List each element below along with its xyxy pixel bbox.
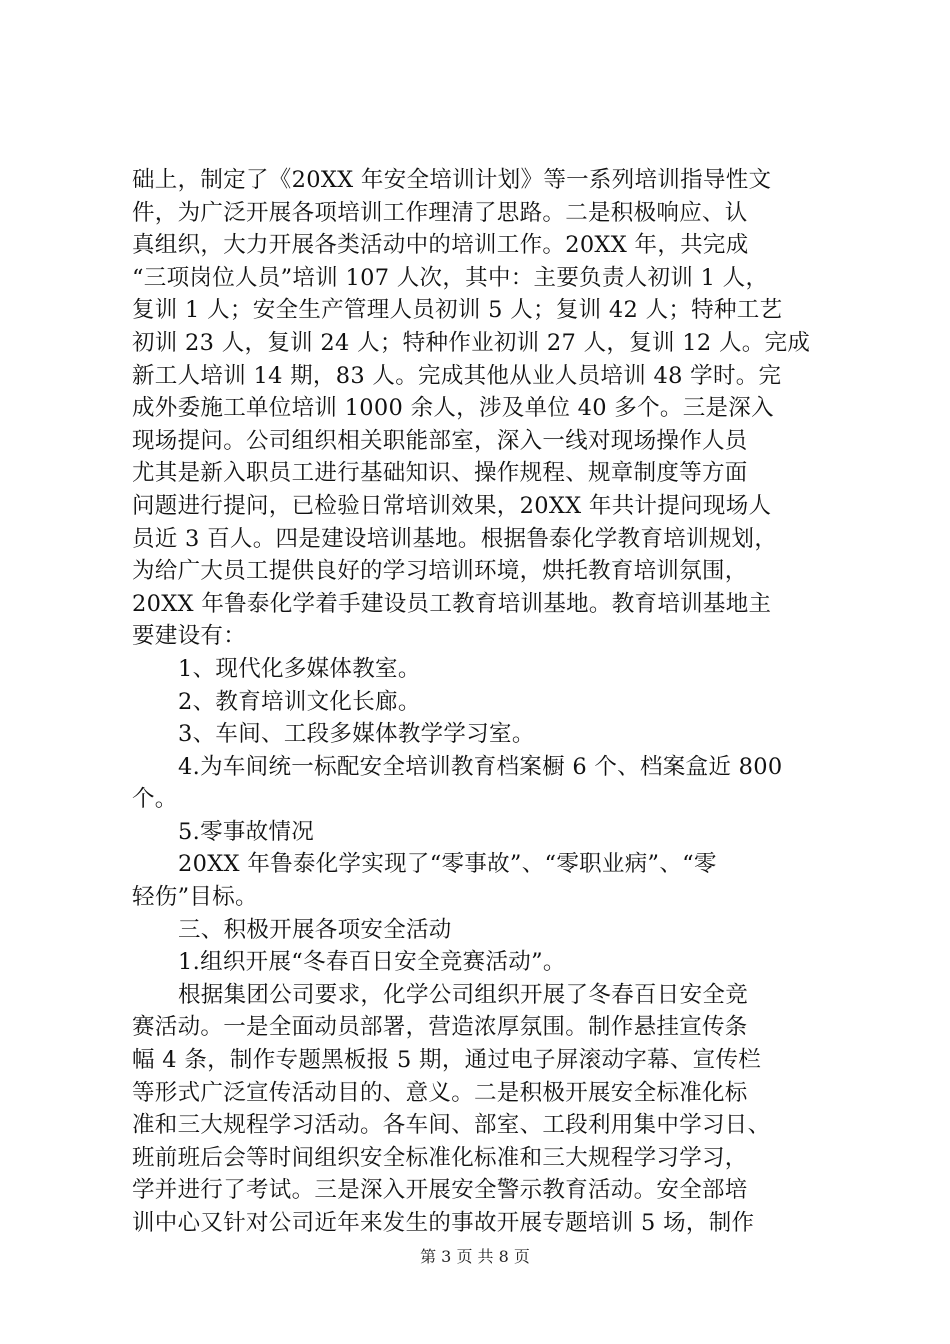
page-number-footer: 第 3 页 共 8 页 <box>420 1247 530 1266</box>
text-line: 训中心又针对公司近年来发生的事故开展专题培训 5 场，制作 <box>132 1210 755 1236</box>
text-line: 准和三大规程学习活动。各车间、部室、工段利用集中学习日、 <box>132 1112 771 1139</box>
text-line: 新工人培训 14 期，83 人。完成其他从业人员培训 48 学时。完 <box>132 362 782 389</box>
text-line: 班前班后会等时间组织安全标准化标准和三大规程学习学习， <box>132 1144 748 1171</box>
text-line: 复训 1 人；安全生产管理人员初训 5 人；复训 42 人；特种工艺 <box>132 297 783 324</box>
text-line: 员近 3 百人。四是建设培训基地。根据鲁泰化学教育培训规划， <box>132 525 778 552</box>
list-item: 4.为车间统一标配安全培训教育档案橱 6 个、档案盒近 800 <box>178 753 783 780</box>
text-line: 问题进行提问，已检验日常培训效果，20XX 年共计提问现场人 <box>132 492 772 519</box>
section-heading: 5.零事故情况 <box>178 818 315 845</box>
text-line: 个。 <box>132 786 178 813</box>
subsection-heading: 1.组织开展“冬春百日安全竞赛活动”。 <box>178 949 566 976</box>
text-line: 为给广大员工提供良好的学习培训环境，烘托教育培训氛围， <box>132 558 748 585</box>
text-line: 20XX 年鲁泰化学着手建设员工教育培训基地。教育培训基地主 <box>132 590 772 617</box>
text-line: 根据集团公司要求，化学公司组织开展了冬春百日安全竞 <box>178 981 749 1008</box>
list-item: 2、教育培训文化长廊。 <box>178 688 421 715</box>
text-line: 初训 23 人，复训 24 人；特种作业初训 27 人，复训 12 人。完成 <box>132 329 811 356</box>
section-heading: 三、积极开展各项安全活动 <box>178 916 452 943</box>
text-line: 件，为广泛开展各项培训工作理清了思路。二是积极响应、认 <box>132 199 748 226</box>
text-line: 学并进行了考试。三是深入开展安全警示教育活动。安全部培 <box>132 1177 748 1204</box>
text-line: 轻伤”目标。 <box>132 884 258 911</box>
text-line: 真组织，大力开展各类活动中的培训工作。20XX 年，共完成 <box>132 232 749 259</box>
list-item: 3、车间、工段多媒体教学学习室。 <box>178 721 535 748</box>
text-line: 尤其是新入职员工进行基础知识、操作规程、规章制度等方面 <box>132 460 748 487</box>
text-line: 赛活动。一是全面动员部署，营造浓厚氛围。制作悬挂宣传条 <box>132 1014 748 1041</box>
document-body <box>132 164 832 1240</box>
text-line: 础上，制定了《20XX 年安全培训计划》等一系列培训指导性文 <box>132 167 772 193</box>
text-line: 等形式广泛宣传活动目的、意义。二是积极开展安全标准化标 <box>132 1079 748 1106</box>
text-line: 成外委施工单位培训 1000 余人，涉及单位 40 多个。三是深入 <box>132 395 774 422</box>
text-line: 幅 4 条，制作专题黑板报 5 期，通过电子屏滚动字幕、宣传栏 <box>132 1047 762 1074</box>
list-item: 1、现代化多媒体教室。 <box>178 655 421 682</box>
text-line: 现场提问。公司组织相关职能部室，深入一线对现场操作人员 <box>132 427 748 454</box>
text-line: “三项岗位人员”培训 107 人次，其中：主要负责人初训 1 人， <box>132 264 769 291</box>
text-line: 20XX 年鲁泰化学实现了“零事故”、“零职业病”、“零 <box>178 851 717 878</box>
text-line: 要建设有： <box>132 623 247 650</box>
